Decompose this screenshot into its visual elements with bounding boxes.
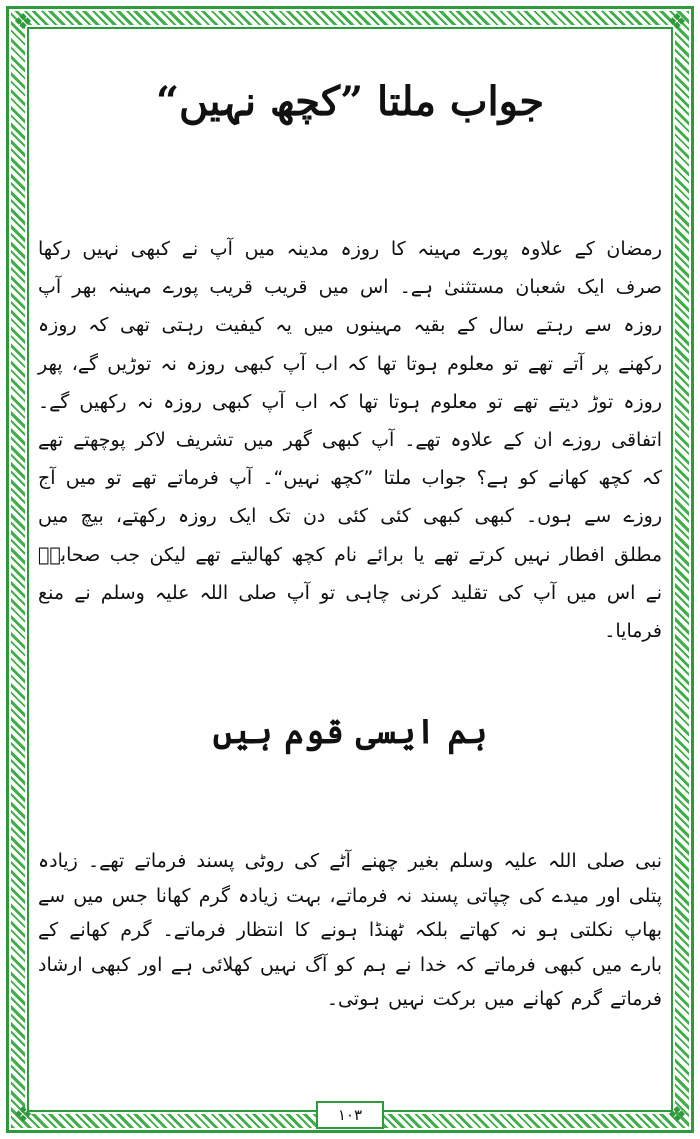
section-heading-2: ہم ایسی قوم ہیں [212,712,488,752]
corner-ornament-icon: ❖ [667,10,687,35]
page-number: ۱۰۳ [316,1101,384,1129]
corner-ornament-icon: ❖ [667,1103,687,1128]
section-paragraph-1: رمضان کے علاوہ پورے مہینہ کا روزہ مدینہ میں آپ نے کبھی نہیں رکھا صرف ایک شعبان مستثنیٰ ہے۔ اس میں قریب قریب پورے مہینہ بھر آپ روزہ سے رہتے سال کے بقیہ مہینوں میں یہ کیفیت رہتی تھی کہ روزہ رکھنے پر آتے تھے تو معلوم ہوتا تھا کہ اب آپ کبھی روزہ نہ توڑیں گے، پھر روزہ توڑ دیتے تھے تو معلوم ہوتا تھا کہ اب آپ کبھی روزہ نہ رکھیں گے۔ اتفاقی روزے ان کے علاوہ تھے۔ آپ کبھی گھر میں تشریف لاکر پوچھتے تھے کہ کچھ کھانے کو ہے؟ جواب ملتا ”کچھ نہیں“۔ آپ فرماتے تھے تو میں آج روزے سے ہوں۔ کبھی کبھی کئی کئی دن تک ایک روزہ رکھتے، بیچ میں مطلق افطار نہیں کرتے تھے یا برائے نام کچھ کھالیتے تھے لیکن جب صحابہؓ نے اس میں آپ کی تقلید کرنی چاہی تو آپ صلی اللہ علیہ وسلم نے منع فرمایا۔ [38,238,662,643]
section-paragraph-2: نبی صلی اللہ علیہ وسلم بغیر چھنے آٹے کی روٹی پسند فرماتے تھے۔ زیادہ پتلی اور میدے کی چپاتی پسند نہ فرماتے، بہت زیادہ گرم کھانا جس میں سے بھاپ نکلتی ہو نہ کھاتے بلکہ ٹھنڈا ہونے کا انتظار فرماتے۔ گرم کھانے کے بارے میں کبھی فرماتے کہ خدا نے ہم کو آگ نہیں کھلائی ہے اور کبھی ارشاد فرماتے گرم کھانے میں برکت نہیں ہوتی۔ [38,850,662,1010]
corner-ornament-icon: ❖ [13,1103,33,1128]
corner-ornament-icon: ❖ [13,10,33,35]
page-content [34,34,666,1104]
section-heading-1: جواب ملتا ”کچھ نہیں“ [155,78,545,125]
